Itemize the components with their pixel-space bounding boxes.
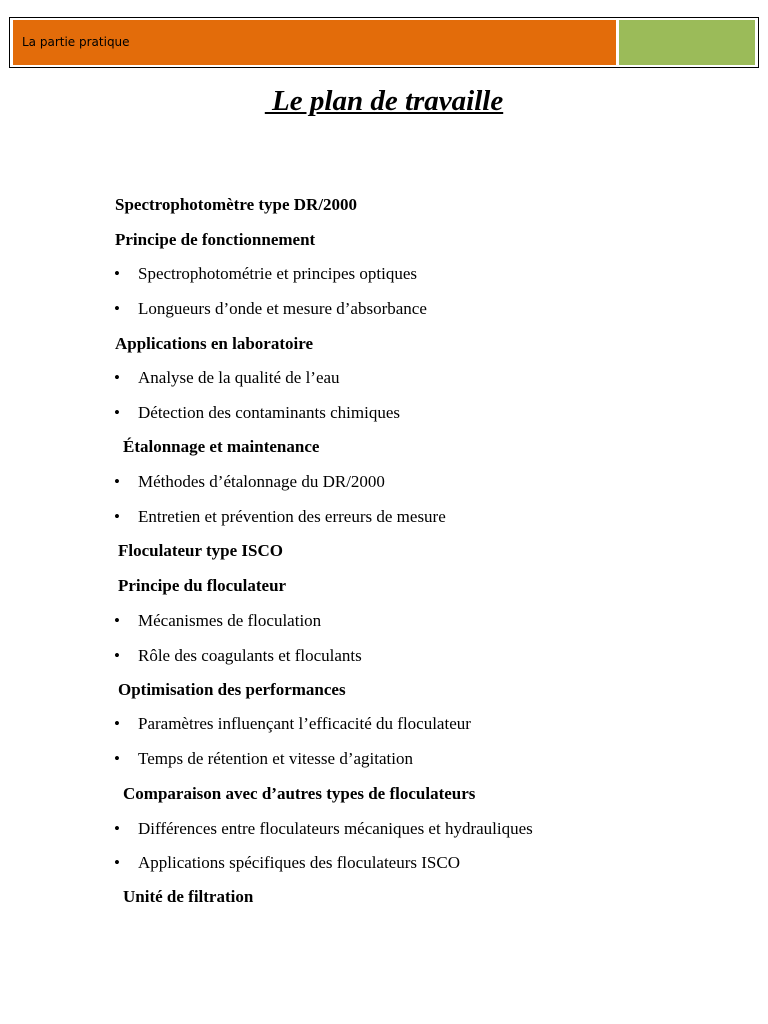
bullet-icon: • <box>114 646 120 665</box>
outline-bullet-item: • Mécanismes de floculation <box>114 611 322 630</box>
bullet-icon: • <box>114 472 120 491</box>
outline-heading: Spectrophotomètre type DR/2000 <box>115 195 358 214</box>
outline-bullet-item: • Rôle des coagulants et floculants <box>114 646 362 665</box>
bullet-icon: • <box>114 507 120 526</box>
header-accent-block <box>619 20 755 65</box>
outline-bullet-item: • Différences entre floculateurs mécaniques et hydrauliques <box>114 819 533 838</box>
outline-heading: Comparaison avec d’autres types de floculateurs <box>123 784 476 803</box>
outline-bullet-item: • Longueurs d’onde et mesure d’absorbance <box>114 299 427 318</box>
bullet-icon: • <box>114 299 120 318</box>
outline-bullet-item: • Entretien et prévention des erreurs de mesure <box>114 507 446 526</box>
bullet-icon: • <box>114 403 120 422</box>
bullet-icon: • <box>114 853 120 872</box>
outline-heading: Étalonnage et maintenance <box>123 437 320 456</box>
bullet-icon: • <box>114 368 120 387</box>
outline-bullet-item: • Méthodes d’étalonnage du DR/2000 <box>114 472 385 491</box>
header-section-label <box>13 20 616 65</box>
bullet-icon: • <box>114 749 120 768</box>
bullet-icon: • <box>114 714 120 733</box>
outline-bullet-item: • Temps de rétention et vitesse d’agitation <box>114 749 413 768</box>
bullet-icon: • <box>114 611 120 630</box>
outline-heading: Principe du floculateur <box>118 576 287 595</box>
outline-heading: Applications en laboratoire <box>115 334 314 353</box>
outline-bullet-item: • Paramètres influençant l’efficacité du floculateur <box>114 714 471 733</box>
outline-heading: Principe de fonctionnement <box>115 230 316 249</box>
header-label: La partie pratique <box>22 35 130 49</box>
bullet-icon: • <box>114 819 120 838</box>
outline-bullet-item: • Détection des contaminants chimiques <box>114 403 401 422</box>
outline-heading: Optimisation des performances <box>118 680 346 699</box>
outline-bullet-item: • Spectrophotométrie et principes optiques <box>114 264 418 283</box>
outline-bullet-item: • Applications spécifiques des floculateurs ISCO <box>114 853 460 872</box>
outline-heading: Unité de filtration <box>123 887 254 906</box>
page-title: Le plan de travaille <box>264 85 504 117</box>
bullet-icon: • <box>114 264 120 283</box>
outline-heading: Floculateur type ISCO <box>118 541 283 560</box>
outline-bullet-item: • Analyse de la qualité de l’eau <box>114 368 340 387</box>
